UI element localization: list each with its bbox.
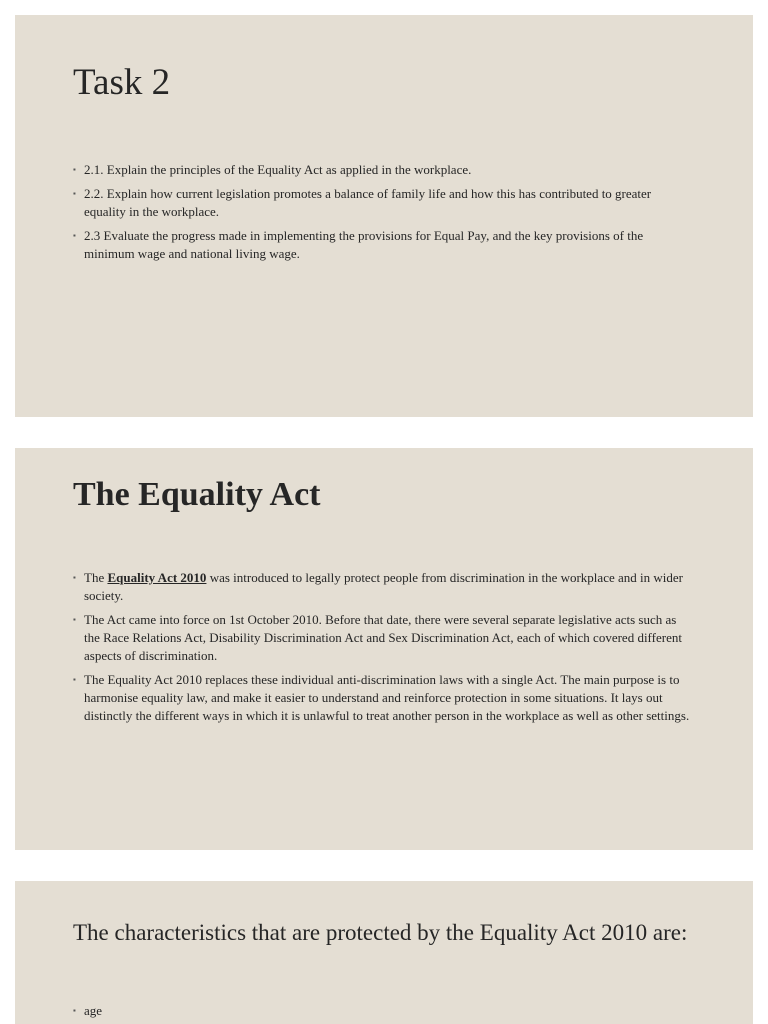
slide-protected-characteristics xyxy=(15,881,753,1024)
bullet-list xyxy=(73,569,693,731)
bullet-text-prefix: The xyxy=(84,570,108,585)
slide-equality-act xyxy=(15,448,753,850)
slide-title: Task 2 xyxy=(73,62,171,103)
bullet-item xyxy=(73,569,693,605)
slide-title: The Equality Act xyxy=(73,476,321,513)
bullet-list xyxy=(73,1002,693,1024)
bullet-item: ▪ 2.1. Explain the principles of the Equality Act as applied in the workplace. xyxy=(73,161,693,179)
bullet-item: ▪ The Act came into force on 1st October 2010. Before that date, there were several separate legislative acts such as the Race Relations Act, Disability Discrimination Act and Sex Discrimination Act, each of which covered different aspects of discrimination. xyxy=(73,611,693,665)
slide-title: The characteristics that are protected by the Equality Act 2010 are: xyxy=(73,920,688,945)
bullet-item: ▪ The Equality Act 2010 replaces these individual anti-discrimination laws with a single Act. The main purpose is to harmonise equality law, and make it easier to understand and reinforce protection in some situations. It lays out distinctly the different ways in which it is unlawful to treat another person in the workplace as well as other settings. xyxy=(73,671,693,725)
equality-act-2010-link[interactable]: Equality Act 2010 xyxy=(107,570,207,585)
bullet-list xyxy=(73,161,693,269)
bullet-item: ▪ 2.2. Explain how current legislation promotes a balance of family life and how this has contributed to greater equality in the workplace. xyxy=(73,185,693,221)
bullet-item: ▪ age xyxy=(73,1002,693,1020)
bullet-item: ▪ 2.3 Evaluate the progress made in implementing the provisions for Equal Pay, and the key provisions of the minimum wage and national living wage. xyxy=(73,227,693,263)
slide-task-2 xyxy=(15,15,753,417)
bullet-text-suffix: was introduced to legally protect people from discrimination in the workplace and in wider society. xyxy=(84,570,683,603)
